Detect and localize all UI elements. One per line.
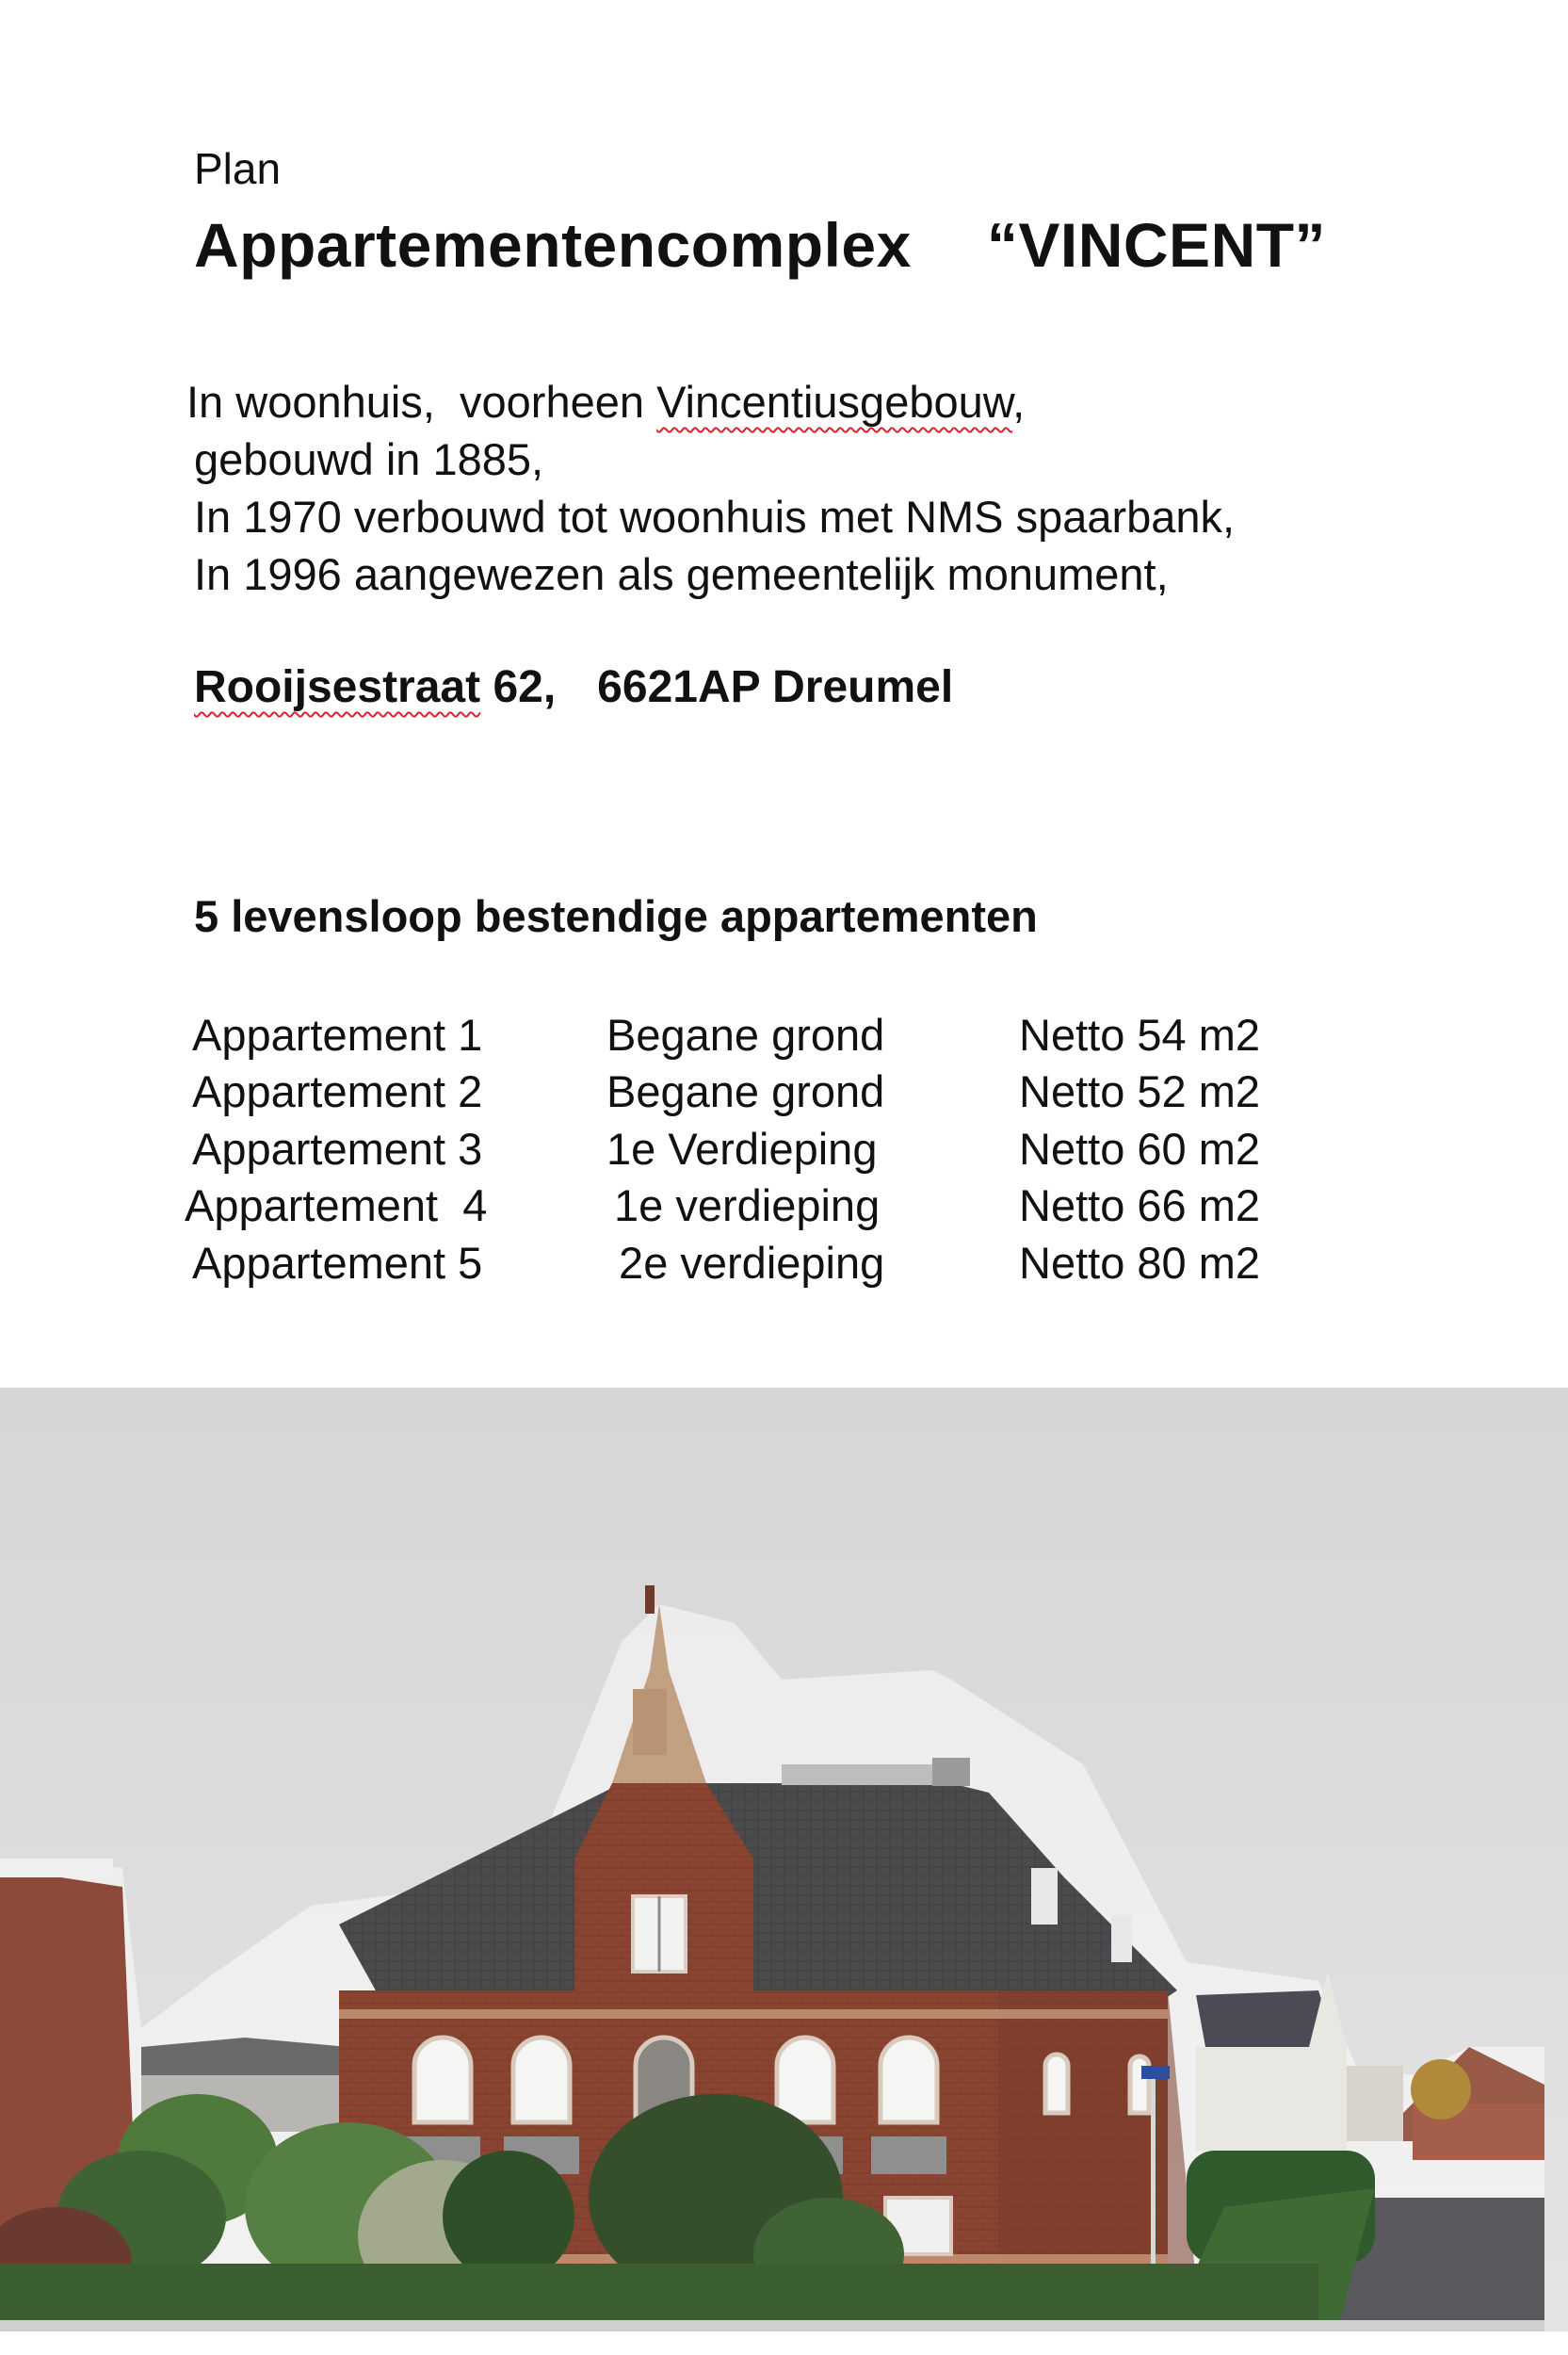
intro-line-2: gebouwd in 1885, xyxy=(194,434,544,484)
apartment-area: Netto 60 m2 xyxy=(1019,1123,1261,1174)
address-postal-city: 6621AP Dreumel xyxy=(597,662,954,712)
table-row xyxy=(185,1234,1260,1291)
address xyxy=(194,661,953,713)
table-row xyxy=(185,1120,1260,1178)
building-photo xyxy=(0,1388,1568,2355)
apartments-heading: 5 levensloop bestendige appartementen xyxy=(194,891,1038,941)
table-row xyxy=(185,1064,1260,1121)
apartment-name: Appartement 2 xyxy=(192,1066,483,1117)
apartment-floor: Begane grond xyxy=(606,1009,885,1060)
apartment-area: Netto 80 m2 xyxy=(1019,1237,1261,1288)
apartment-area: Netto 66 m2 xyxy=(1019,1180,1261,1231)
intro-text xyxy=(186,373,1235,603)
intro-line-1 xyxy=(186,373,1235,430)
apartment-floor: 2e verdieping xyxy=(606,1237,885,1288)
apartment-floor: 1e verdieping xyxy=(614,1180,881,1231)
intro-line-1-prefix: In woonhuis, voorheen xyxy=(186,377,657,427)
apartment-floor: 1e Verdieping xyxy=(606,1123,878,1174)
apartment-name: Appartement 1 xyxy=(192,1009,483,1060)
apartment-area: Netto 52 m2 xyxy=(1019,1066,1261,1117)
apartment-name: Appartement 3 xyxy=(192,1123,483,1174)
apartments-table xyxy=(185,1006,1260,1291)
intro-line-3: In 1970 verbouwd tot woonhuis met NMS spaarbank, xyxy=(194,492,1236,542)
plan-label: Plan xyxy=(194,144,282,193)
intro-line-4: In 1996 aangewezen als gemeentelijk monument, xyxy=(194,549,1169,599)
table-row xyxy=(185,1178,1260,1235)
table-row xyxy=(185,1006,1260,1064)
intro-line-1-suffix: , xyxy=(1012,377,1026,427)
page-title xyxy=(194,209,1326,281)
address-street: Rooijsestraat xyxy=(194,662,481,712)
apartment-floor: Begane grond xyxy=(606,1066,885,1117)
apartment-area: Netto 54 m2 xyxy=(1019,1009,1261,1060)
apartment-name: Appartement 4 xyxy=(185,1180,488,1231)
title-name: “VINCENT” xyxy=(986,210,1327,280)
apartment-name: Appartement 5 xyxy=(192,1237,483,1288)
spellcheck-word: Vincentiusgebouw xyxy=(656,377,1013,427)
title-main: Appartementencomplex xyxy=(194,210,912,280)
address-number: 62, xyxy=(480,662,557,712)
